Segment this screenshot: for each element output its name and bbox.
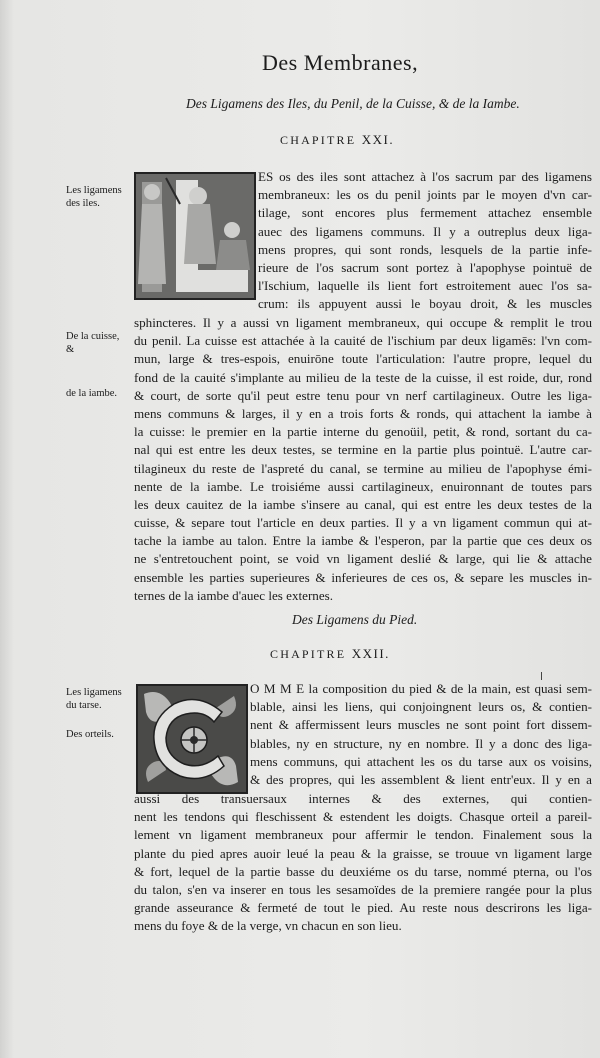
text-line: auec des ligamens communs. Il y a outreplus deux liga-	[258, 223, 592, 239]
chapter-heading-xxii	[270, 646, 390, 662]
section2-indented-text	[250, 680, 592, 789]
text-line: blable, ainsi les liens, qui conjoingnent leurs os, & contien-	[250, 699, 592, 715]
text-line: nal qui est entre les deux testes, se termine en la partie plus pointuë. L'autre car-	[134, 442, 592, 458]
text-line: mens du foye & de la verge, vn chacun en son lieu.	[134, 918, 402, 934]
text-line: nente de la iambe. Le troisiéme aussi cartilagineux, enuironnant de toutes pars	[134, 478, 592, 494]
text-line: nent & affermissent leurs muscles ne sont point fort dissem-	[250, 717, 592, 733]
text-line: mun, large & tres-espois, enuirōne toute l'articulation: l'autre propre, lequel du	[134, 351, 592, 367]
running-head: Des Membranes,	[262, 50, 419, 75]
chapter-number: XXI.	[361, 132, 395, 147]
margin-note-cuisse: De la cuisse, &	[66, 331, 120, 355]
section2-body-text	[134, 790, 592, 936]
text-line: & des propres, qui les assemblent & lient entr'eux. Il y en a	[250, 771, 592, 787]
text-line: la cuisse: le premier en la partie interne du genoüil, petit, & rond, sortant du ca-	[134, 424, 592, 440]
section-subtitle-ligaments-pied: Des Ligamens du Pied.	[292, 612, 418, 627]
text-line: aussi des transuersaux internes & des externes, qui contien-	[134, 791, 592, 806]
margin-note-iambe: de la iambe.	[66, 388, 118, 399]
text-line: nent les tendons qui fleschissent & estendent les doigts. Chasque orteil a pareil-	[134, 809, 592, 825]
section1-indented-text	[258, 168, 592, 314]
margin-note-orteils: Des orteils.	[66, 729, 114, 740]
chapter-number: XXII.	[351, 646, 390, 661]
text-line: mens communs, qui attachent les os du tarse aux os voisins,	[250, 753, 592, 769]
text-line: fond de la cauité s'implante au milieu de la teste de la cuisse, il est roide, dur, rond	[134, 369, 592, 385]
text-line: & fort, lequel de la partie basse du deuxiéme os du tarse, nommé pterna, ou l'os	[134, 863, 592, 879]
text-line: & court, de sorte qu'il peut estre tenu pour vn nerf cartilagineux. Outre les liga-	[134, 387, 592, 403]
page-mark	[541, 672, 542, 680]
text-line: du talon, s'en va inserer en tous les sesamoïdes de la premiere rangée pour la plus	[134, 881, 592, 897]
text-line: ne s'entretouchent point, se void vn ligament deslié & large, qui lie & attache	[134, 551, 592, 567]
text-line: ternes de la iambe d'auec les externes.	[134, 587, 334, 603]
margin-note-ligamens-tarse: Les ligamens du tarse.	[66, 687, 122, 711]
chapter-label: CHAPITRE	[280, 133, 357, 147]
text-line: blables, ny en structure, ny en nombre. Il y a donc des liga-	[250, 735, 592, 751]
section1-body-text	[134, 314, 592, 605]
text-line: ensemble les parties superieures & inferieures de ces os, & separe les muscles in-	[134, 569, 592, 585]
margin-note-ligamens-iles: Les ligamens des iles.	[66, 185, 122, 209]
text-line: mens propres, qui sont ronds, lesquels de la partie infe-	[258, 241, 592, 257]
text-line: tache la iambe au talon. Entre la iambe & l'esperon, par la partie que ces deux os	[134, 533, 592, 549]
text-line: l'Ischium, laquelle ils lient fort estroitement auec l'os sa-	[258, 278, 592, 294]
text-line: membraneux: les os du penil joints par le moyen d'vn car-	[258, 187, 592, 203]
chapter-heading-xxi	[280, 132, 394, 148]
chapter-label: CHAPITRE	[270, 647, 347, 661]
text-line: les deux cauitez de la iambe s'insere au canal, qui est entre les deux testes de la	[134, 496, 592, 512]
text-line: cuisse, & separe tout l'article en deux parties. Il y a vn ligament commun qui at-	[134, 515, 592, 531]
text-line: rieure de l'os sacrum sont portez à l'apophyse pointuë de	[258, 259, 592, 275]
text-line: mens communs & larges, il y en a trois forts & ronds, qui attachent la iambe à	[134, 405, 592, 421]
dropcap-ornamental-c	[136, 684, 248, 794]
text-line: plante du pied apres auoir leué la peau & la graisse, se trouue vn ligament large	[134, 845, 592, 861]
section-subtitle-ligaments-iles: Des Ligamens des Iles, du Penil, de la Cuisse, & de la Iambe.	[186, 96, 520, 111]
text-line: tilagineux du reste de l'aspreté du canal, se termine au milieu de l'apophyse émi-	[134, 460, 592, 476]
text-line: crum: ils appuyent aussi le boyau droit, & les muscles	[258, 296, 592, 312]
text-line: du penil. La cuisse est attachée à la cauité de l'ischium par deux ligamēs: l'vn com-	[134, 333, 592, 349]
text-line: lement vn ligament membraneux pour affermir le tendon. Finalement sous la	[134, 827, 592, 843]
text-line: O M M E la composition du pied & de la main, est quasi sem-	[250, 681, 592, 696]
text-line: grande asseurance & fermeté de tout le pied. Au reste nous descrirons les liga-	[134, 900, 592, 916]
text-line: ES os des iles sont attachez à l'os sacrum par des ligamens	[258, 169, 592, 184]
text-line: sphincteres. Il y a aussi vn ligament membraneux, qui occupe & remplit le trou	[134, 315, 592, 330]
dropcap-woodcut-l	[134, 172, 256, 300]
text-line: tilage, sont encores plus fermement attachez ensemble	[258, 205, 592, 221]
